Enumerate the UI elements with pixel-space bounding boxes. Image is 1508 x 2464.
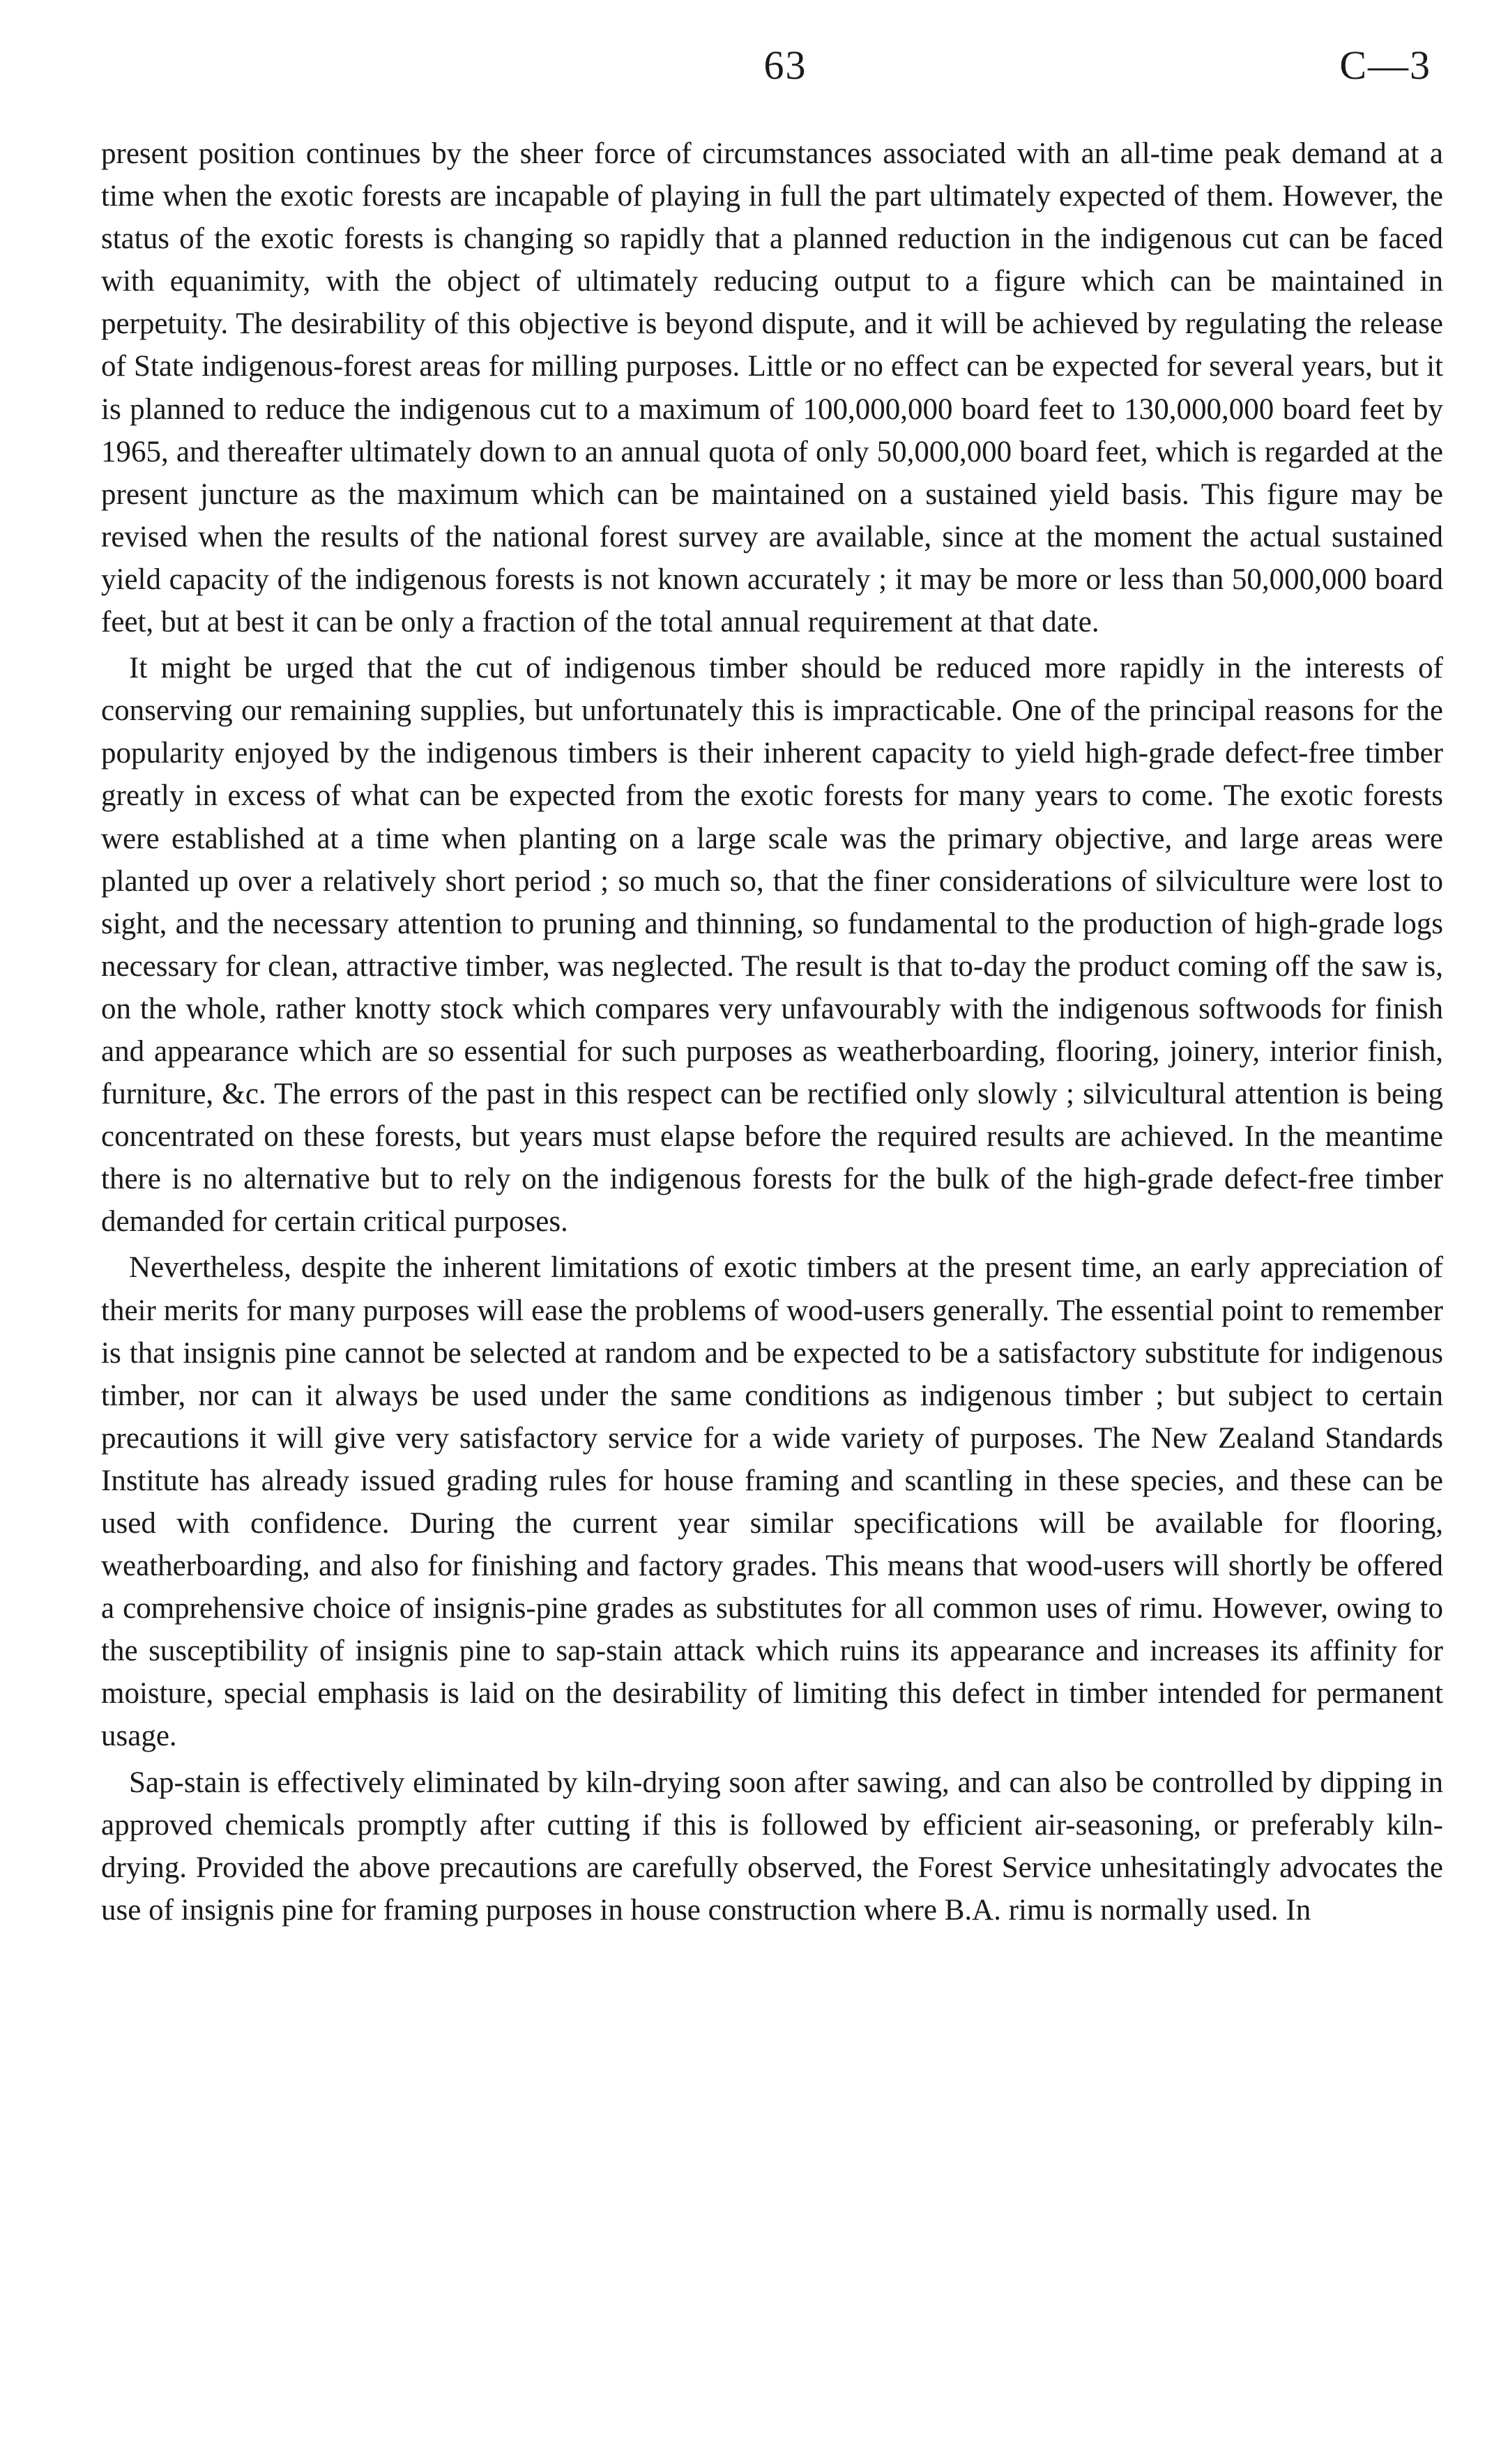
paragraph-1: present position continues by the sheer force of circumstances associated with an all-time peak demand at a time when the exotic forests are incapable of playing in full the part ultimately expected of them. However, the status of the exotic forests is changing so rapidly that a planned reduction in the indigenous cut can be faced with equanimity, with the object of ultimately reducing output to a figure which can be maintained in perpetuity. The desirability of this objective is beyond dispute, and it will be achieved by regulating the release of State indigenous-forest areas for milling purposes. Little or no effect can be expected for several years, but it is planned to reduce the indigenous cut to a maximum of 100,000,000 board feet to 130,000,000 board feet by 1965, and thereafter ultimately down to an annual quota of only 50,000,000 board feet, which is regarded at the present juncture as the maximum which can be maintained on a sustained yield basis. This figure may be revised when the results of the national forest survey are available, since at the moment the actual sustained yield capacity of the indigenous forests is not known accurately ; it may be more or less than 50,000,000 board feet, but at best it can be only a fraction of the total annual requirement at that date.: [101, 137, 1443, 639]
document-code: C—3: [1339, 43, 1431, 88]
page-header: [125, 42, 1445, 91]
page-number: 63: [763, 43, 807, 88]
body-text: [101, 132, 1443, 1931]
paragraph-2: It might be urged that the cut of indigenous timber should be reduced more rapidly in the interests of conserving our remaining supplies, but unfortunately this is impracticable. One of the principal reasons for the popularity enjoyed by the indigenous timbers is their inherent capacity to yield high-grade defect-free timber greatly in excess of what can be expected from the exotic forests for many years to come. The exotic forests were established at a time when planting on a large scale was the primary objective, and large areas were planted up over a relatively short period ; so much so, that the finer considerations of silviculture were lost to sight, and the necessary attention to pruning and thinning, so fundamental to the production of high-grade logs necessary for clean, attractive timber, was neglected. The result is that to-day the product coming off the saw is, on the whole, rather knotty stock which compares very unfavourably with the indigenous softwoods for finish and appearance which are so essential for such purposes as weatherboarding, flooring, joinery, interior finish, furniture, &c. The errors of the past in this respect can be rectified only slowly ; silvicultural attention is being concentrated on these forests, but years must elapse before the required results are achieved. In the meantime there is no alternative but to rely on the indigenous forests for the bulk of the high-grade defect-free timber demanded for certain critical purposes.: [101, 652, 1443, 1239]
paragraph-4: Sap-stain is effectively eliminated by kiln-drying soon after sawing, and can also be controlled by dipping in approved chemicals promptly after cutting if this is followed by efficient air-seasoning, or preferably kiln-drying. Provided the above precautions are carefully observed, the Forest Service unhesitatingly advocates the use of insignis pine for framing purposes in house construction where B.A. rimu is normally used. In: [101, 1766, 1443, 1927]
paragraph-3: Nevertheless, despite the inherent limitations of exotic timbers at the present time, an early appreciation of their merits for many purposes will ease the problems of wood-users generally. The essential point to remember is that insignis pine cannot be selected at random and be expected to be a satisfactory substitute for indigenous timber, nor can it always be used under the same conditions as indigenous timber ; but subject to certain precautions it will give very satisfactory service for a wide variety of purposes. The New Zealand Standards Institute has already issued grading rules for house framing and scantling in these species, and these can be used with confidence. During the current year similar specifications will be available for flooring, weatherboarding, and also for finishing and factory grades. This means that wood-users will shortly be offered a comprehensive choice of insignis-pine grades as substitutes for all common uses of rimu. However, owing to the susceptibility of insignis pine to sap-stain attack which ruins its appearance and increases its affinity for moisture, special emphasis is laid on the desirability of limiting this defect in timber intended for permanent usage.: [101, 1251, 1443, 1753]
